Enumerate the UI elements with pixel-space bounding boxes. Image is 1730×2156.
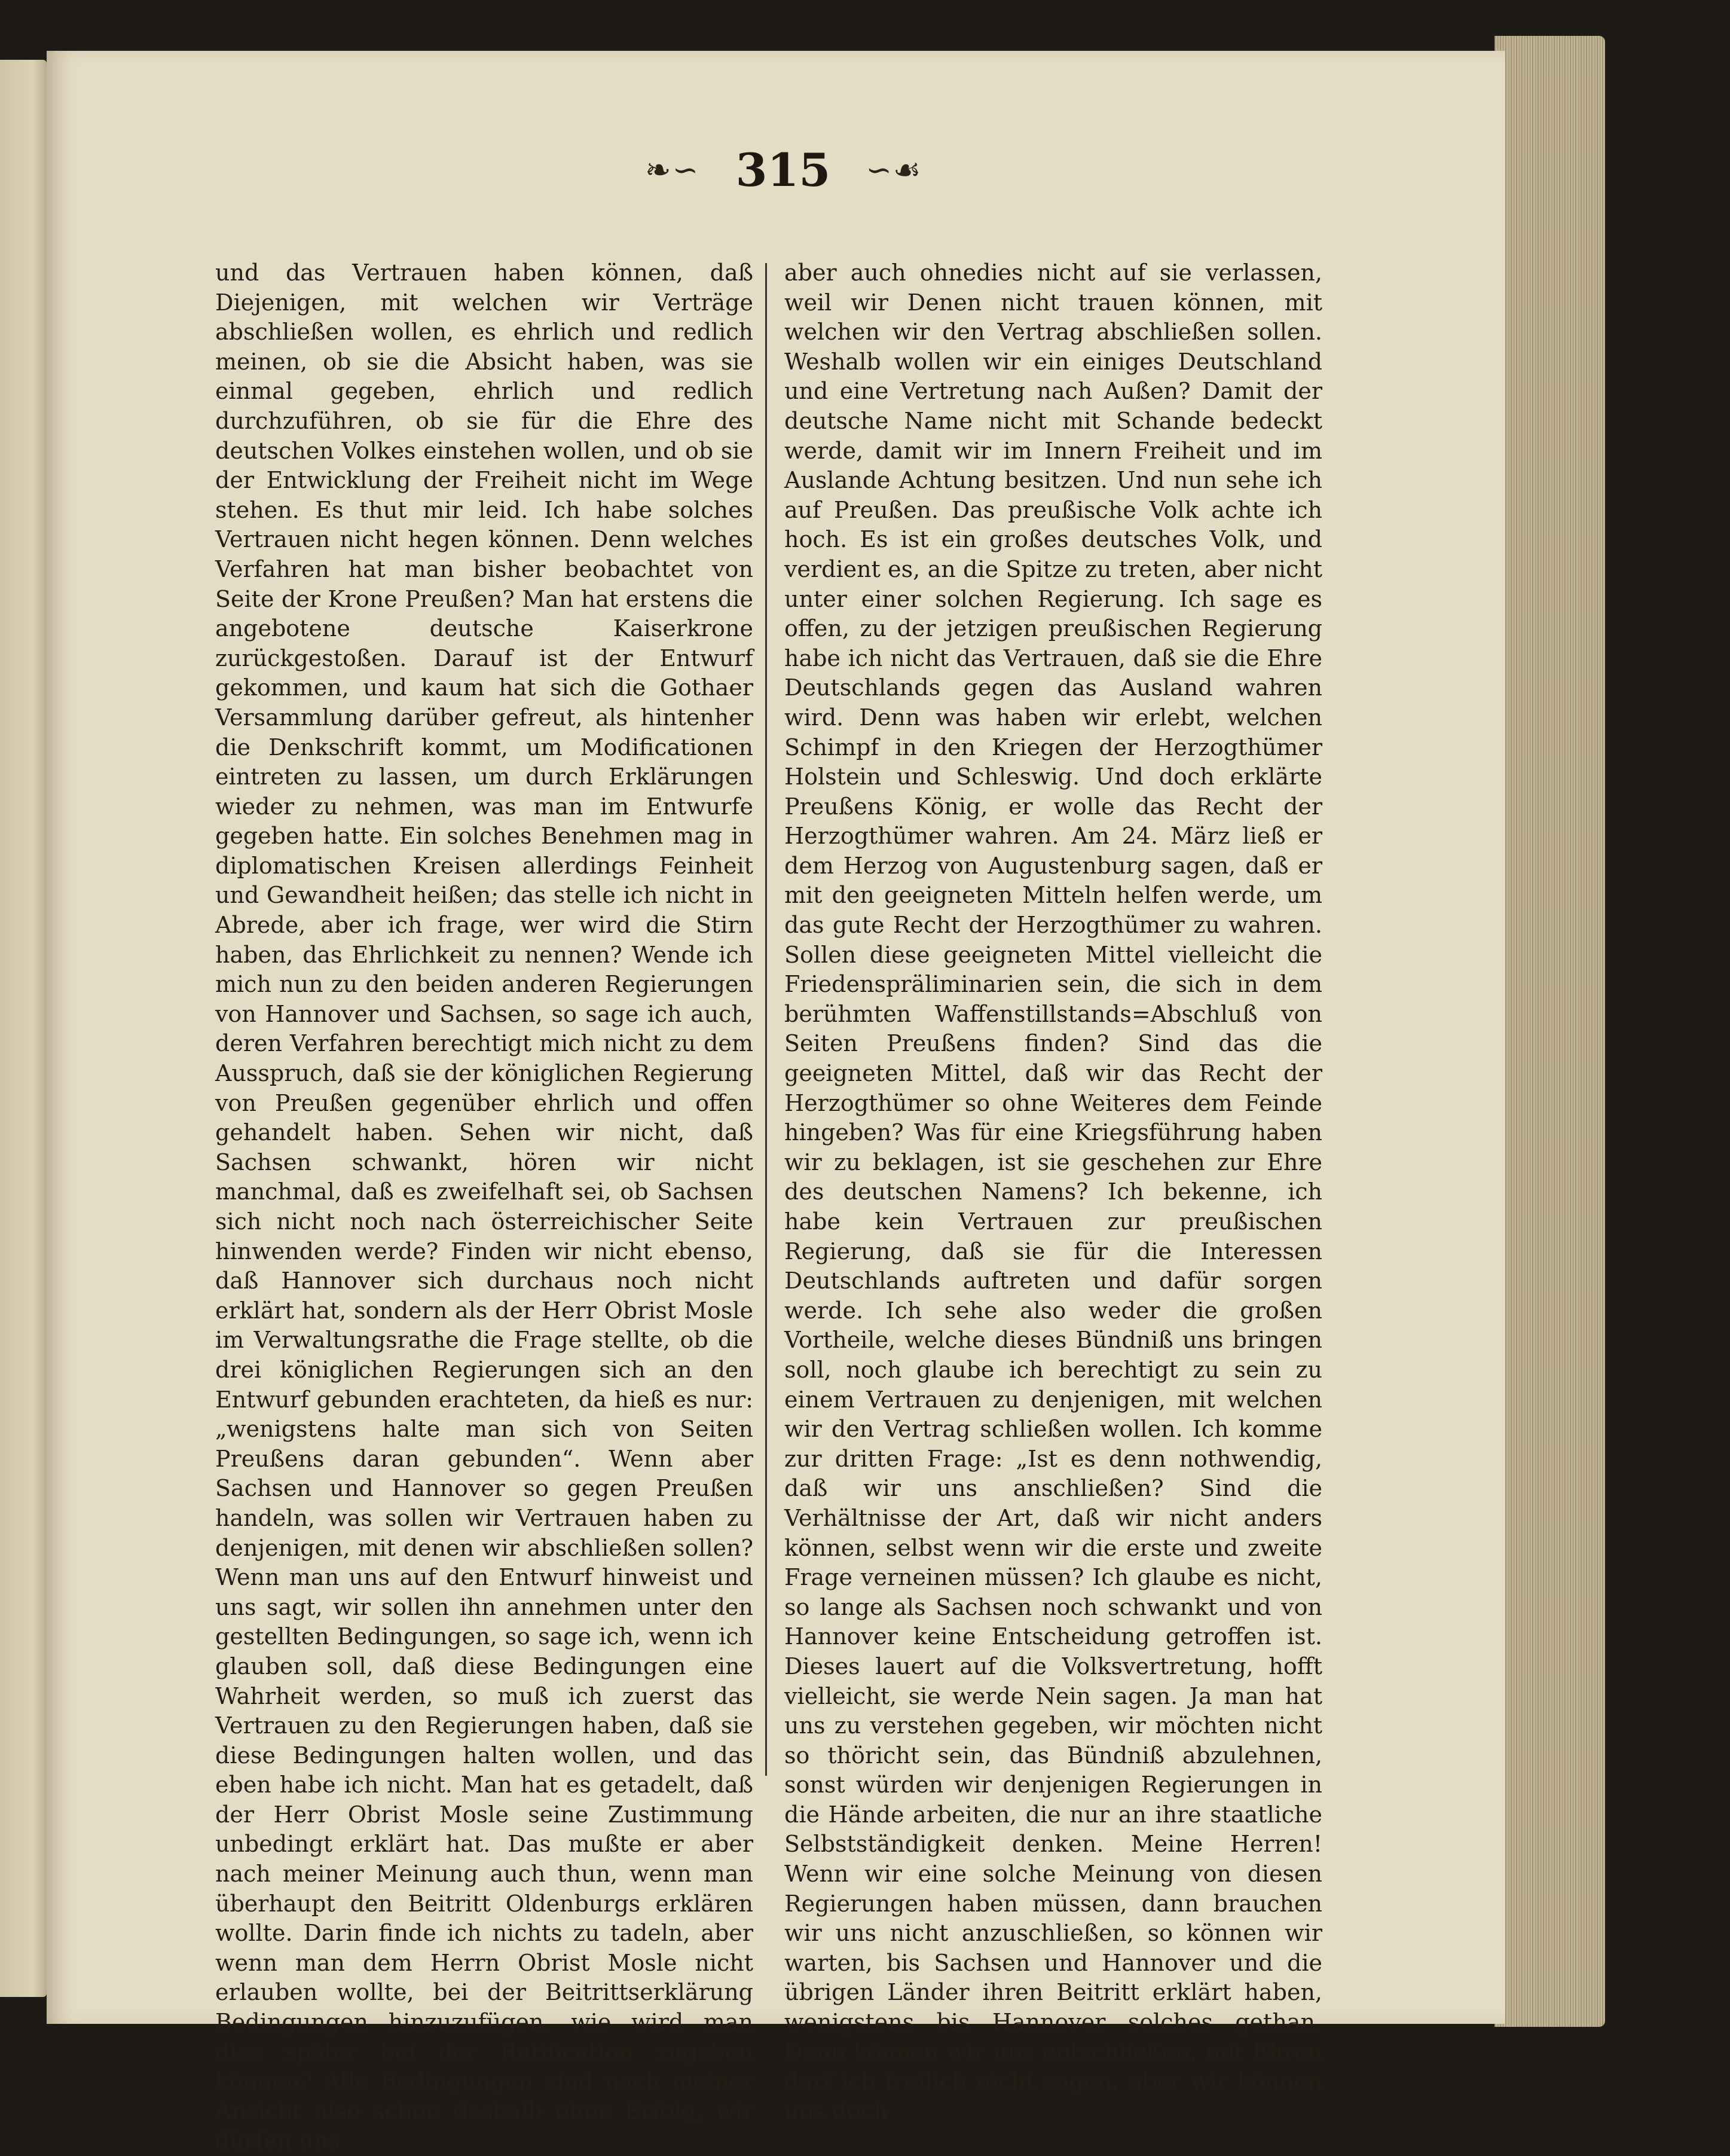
facing-page-edge: [0, 60, 47, 1997]
ornament-right-icon: ∽☙: [866, 152, 922, 188]
page-number: 315: [735, 143, 831, 197]
ornament-left-icon: ❧∽: [645, 152, 700, 188]
column-divider: [765, 263, 767, 1776]
text-column-right: aber auch ohnedies nicht auf sie verlassen, weil wir Denen nicht trauen können, mit welchen wir den Vertrag abschließen sollen. Weshalb wollen wir ein einiges Deutschland und eine Vertretung nach Außen? Damit der deutsche Name nicht mit Schande bedeckt werde, damit wir im Innern Freiheit und im Auslande Achtung besitzen. Und nun sehe ich auf Preußen. Das preußische Volk achte ich hoch. Es ist ein großes deutsches Volk, und verdient es, an die Spitze zu treten, aber nicht unter einer solchen Regierung. Ich sage es offen, zu der jetzigen preußischen Regierung habe ich nicht das Vertrauen, daß sie die Ehre Deutschlands gegen das Ausland wahren wird. Denn was haben wir erlebt, welchen Schimpf in den Kriegen der Herzogthümer Holstein und Schleswig. Und doch erklärte Preußens König, er wolle das Recht der Herzogthümer wahren. Am 24. März ließ er dem Herzog von Augustenburg sagen, daß er mit den geeigneten Mitteln helfen werde, um das gute Recht der Herzogthümer zu wahren. Sollen diese geeigneten Mittel vielleicht die Friedenspräliminarien sein, die sich in dem berühmten Waffenstillstands=Abschluß von Seiten Preußens finden? Sind das die geeigneten Mittel, daß wir das Recht der Herzogthümer so ohne Weiteres dem Feinde hingeben? Was für eine Kriegsführung haben wir zu beklagen, ist sie geschehen zur Ehre des deutschen Namens? Ich bekenne, ich habe kein Vertrauen zur preußischen Regierung, daß sie für die Interessen Deutschlands auftreten und dafür sorgen werde. Ich sehe also weder die großen Vortheile, welche dieses Bündniß uns bringen soll, noch glaube ich berechtigt zu sein zu einem Vertrauen zu denjenigen, mit welchen wir den Vertrag schließen wollen. Ich komme zur dritten Frage: „Ist es denn nothwendig, daß wir uns anschließen? Sind die Verhältnisse der Art, daß wir nicht anders können, selbst wenn wir die erste und zweite Frage verneinen müssen? Ich glaube es nicht, so lange als Sachsen noch schwankt und von Hannover keine Entscheidung getroffen ist. Dieses lauert auf die Volksvertretung, hofft vielleicht, sie werde Nein sagen. Ja man hat uns zu verstehen gegeben, wir möchten nicht so thöricht sein, das Bündniß abzulehnen, sonst würden wir denjenigen Regierungen in die Hände arbeiten, die nur an ihre staatliche Selbstständigkeit denken. Meine Herren! Wenn wir eine solche Meinung von diesen Regierungen haben müssen, dann brauchen wir uns nicht anzuschließen, so können wir warten, bis Sachsen und Hannover und die übrigen Länder ihren Beitritt erklärt haben, wenigstens bis Hannover solches gethan. Dann können wir uns entschließen, mit Ehren darf ich freilich nicht sagen, aber wir können uns doch: [784, 259, 1322, 2124]
text-column-left: und das Vertrauen haben können, daß Diejenigen, mit welchen wir Verträge abschließen wollen, es ehrlich und redlich meinen, ob sie die Absicht haben, was sie einmal gegeben, ehrlich und redlich durchzuführen, ob sie für die Ehre des deutschen Volkes einstehen wollen, und ob sie der Entwicklung der Freiheit nicht im Wege stehen. Es thut mir leid. Ich habe solches Vertrauen nicht hegen können. Denn welches Verfahren hat man bisher beobachtet von Seite der Krone Preußen? Man hat erstens die angebotene deutsche Kaiserkrone zurückgestoßen. Darauf ist der Entwurf gekommen, und kaum hat sich die Gothaer Versammlung darüber gefreut, als hintenher die Denkschrift kommt, um Modificationen eintreten zu lassen, um durch Erklärungen wieder zu nehmen, was man im Entwurfe gegeben hatte. Ein solches Benehmen mag in diplomatischen Kreisen allerdings Feinheit und Gewandheit heißen; das stelle ich nicht in Abrede, aber ich frage, wer wird die Stirn haben, das Ehrlichkeit zu nennen? Wende ich mich nun zu den beiden anderen Regierungen von Hannover und Sachsen, so sage ich auch, deren Verfahren berechtigt mich nicht zu dem Ausspruch, daß sie der königlichen Regierung von Preußen gegenüber ehrlich und offen gehandelt haben. Sehen wir nicht, daß Sachsen schwankt, hören wir nicht manchmal, daß es zweifelhaft sei, ob Sachsen sich nicht noch nach österreichischer Seite hinwenden werde? Finden wir nicht ebenso, daß Hannover sich durchaus noch nicht erklärt hat, sondern als der Herr Obrist Mosle im Verwaltungsrathe die Frage stellte, ob die drei königlichen Regierungen sich an den Entwurf gebunden erachteten, da hieß es nur: „wenigstens halte man sich von Seiten Preußens daran gebunden“. Wenn aber Sachsen und Hannover so gegen Preußen handeln, was sollen wir Vertrauen haben zu denjenigen, mit denen wir abschließen sollen? Wenn man uns auf den Entwurf hinweist und uns sagt, wir sollen ihn annehmen unter den gestellten Bedingungen, so sage ich, wenn ich glauben soll, daß diese Bedingungen eine Wahrheit werden, so muß ich zuerst das Vertrauen zu den Regierungen haben, daß sie diese Bedingungen halten wollen, und das eben habe ich nicht. Man hat es getadelt, daß der Herr Obrist Mosle seine Zustimmung unbedingt erklärt hat. Das mußte er aber nach meiner Meinung auch thun, wenn man überhaupt den Beitritt Oldenburgs erklären wollte. Darin finde ich nichts zu tadeln, aber wenn man dem Herrn Obrist Mosle nicht erlauben wollte, bei der Beitrittserklärung Bedingungen hinzuzufügen, wie wird man dies später bei der Ratification zugeben können? Alle Bedingungen sind nach meiner Ansicht also schon deshalb ohne Erfolg, wir dürfen uns: [215, 259, 753, 2154]
page-header: [598, 143, 968, 203]
page-stack-edge: [1494, 36, 1605, 2027]
